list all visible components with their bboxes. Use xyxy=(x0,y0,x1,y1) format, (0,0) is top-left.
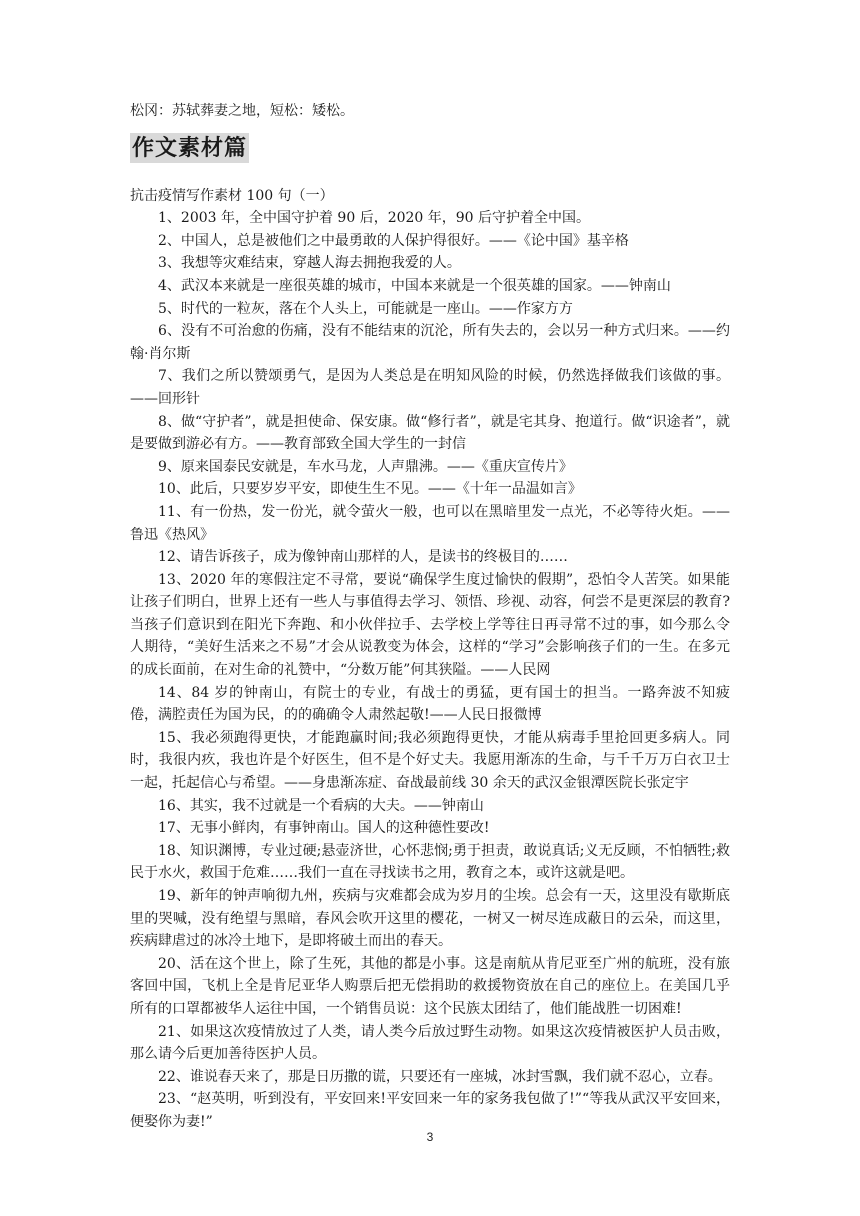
paragraph: 11、有一份热，发一份光，就令萤火一般，也可以在黑暗里发一点光，不必等待火炬。——鲁迅《热风》 xyxy=(130,503,730,543)
paragraph: 5、时代的一粒灰，落在个人头上，可能就是一座山。——作家方方 xyxy=(158,300,573,317)
paragraph: 2、中国人，总是被他们之中最勇敢的人保护得很好。——《论中国》基辛格 xyxy=(158,232,629,249)
paragraph: 7、我们之所以赞颂勇气，是因为人类总是在明知风险的时候，仍然选择做我们该做的事。——回形针 xyxy=(130,368,730,407)
paragraph: 9、原来国泰民安就是，车水马龙，人声鼎沸。——《重庆宣传片》 xyxy=(158,458,573,475)
paragraph-list xyxy=(130,207,730,1133)
paragraph: 16、其实，我不过就是一个看病的大夫。——钟南山 xyxy=(158,797,484,814)
page-number: 3 xyxy=(426,1130,434,1144)
paragraph: 17、无事小鲜肉，有事钟南山。国人的这种德性要改! xyxy=(158,820,490,837)
top-line: 松冈：苏轼葬妻之地，短松：矮松。 xyxy=(130,103,354,119)
paragraph: 1、2003 年，全中国守护着 90 后，2020 年，90 后守护着全中国。 xyxy=(158,210,591,227)
paragraph: 4、武汉本来就是一座很英雄的城市，中国本来就是一个很英雄的国家。——钟南山 xyxy=(158,277,671,294)
paragraph: 15、我必须跑得更快，才能跑赢时间;我必须跑得更快，才能从病毒手里抢回更多病人。同时，我很内疚，我也许是个好医生，但不是个好丈夫。我愿用渐冻的生命，与千千万万白衣卫士一起，托起信心与希望。——身患渐冻症、奋战最前线 30 余天的武汉金银潭医院长张定宇 xyxy=(130,729,730,792)
paragraph: 19、新年的钟声响彻九州，疾病与灾难都会成为岁月的尘埃。总会有一天，这里没有歇斯底里的哭喊，没有绝望与黑暗，春风会吹开这里的樱花，一树又一树尽连成蔽日的云朵，而这里，疾病肆虐过的冰冷土地下，是即将破土而出的春天。 xyxy=(130,888,730,950)
paragraph: 23、“赵英明，听到没有，平安回来!平安回来一年的家务我包做了!”“等我从武汉平安回来，便娶你为妻!” xyxy=(130,1091,730,1130)
paragraph: 18、知识渊博，专业过硬;悬壶济世，心怀悲悯;勇于担责，敢说真话;义无反顾，不怕牺牲;救民于水火，救国于危难……我们一直在寻找读书之用，教育之本，或许这就是吧。 xyxy=(130,842,730,882)
paragraph: 14、84 岁的钟南山，有院士的专业，有战士的勇猛，更有国士的担当。一路奔波不知疲倦，满腔责任为国为民，的的确确令人肃然起敬!——人民日报微博 xyxy=(130,684,730,724)
paragraph: 22、谁说春天来了，那是日历撒的谎，只要还有一座城，冰封雪飘，我们就不忍心，立春。 xyxy=(158,1068,722,1085)
page-content xyxy=(130,100,730,1134)
paragraph: 13、2020 年的寒假注定不寻常，要说“确保学生度过愉快的假期”，恐怕令人苦笑。如果能让孩子们明白，世界上还有一些人与事值得去学习、领悟、珍视、动容，何尝不是更深层的教育?当孩子们意识到在阳光下奔跑、和小伙伴拉手、去学校上学等往日再寻常不过的事，如今那么令人期待，“美好生活来之不易”才会从说教变为体会，这样的“学习”会影响孩子们的一生。在多元的成长面前，在对生命的礼赞中，“分数万能”何其狭隘。——人民网 xyxy=(130,571,730,679)
paragraph: 10、此后，只要岁岁平安，即使生生不见。——《十年一品温如言》 xyxy=(158,481,582,498)
paragraph: 21、如果这次疫情放过了人类，请人类今后放过野生动物。如果这次疫情被医护人员击败，那么请今后更加善待医护人员。 xyxy=(130,1023,730,1063)
paragraph: 12、请告诉孩子，成为像钟南山那样的人，是读书的终极目的…… xyxy=(158,549,568,566)
paragraph: 20、活在这个世上，除了生死，其他的都是小事。这是南航从肯尼亚至广州的航班，没有旅客回中国，飞机上全是肯尼亚华人购票后把无偿捐助的救援物资放在自己的座位上。在美国几乎所有的口罩都被华人运往中国，一个销售员说：这个民族太团结了，他们能战胜一切困难! xyxy=(130,955,730,1017)
subtitle: 抗击疫情写作素材 100 句（一） xyxy=(130,187,334,204)
section-heading: 作文素材篇 xyxy=(132,134,248,161)
paragraph: 3、我想等灾难结束，穿越人海去拥抱我爱的人。 xyxy=(158,255,461,272)
paragraph: 8、做“守护者”，就是担使命、保安康。做“修行者”，就是宅其身、抱道行。做“识途者”，就是要做到游必有方。——教育部致全国大学生的一封信 xyxy=(130,413,730,453)
paragraph: 6、没有不可治愈的伤痛，没有不能结束的沉沦，所有失去的，会以另一种方式归来。——约翰·肖尔斯 xyxy=(130,323,730,362)
